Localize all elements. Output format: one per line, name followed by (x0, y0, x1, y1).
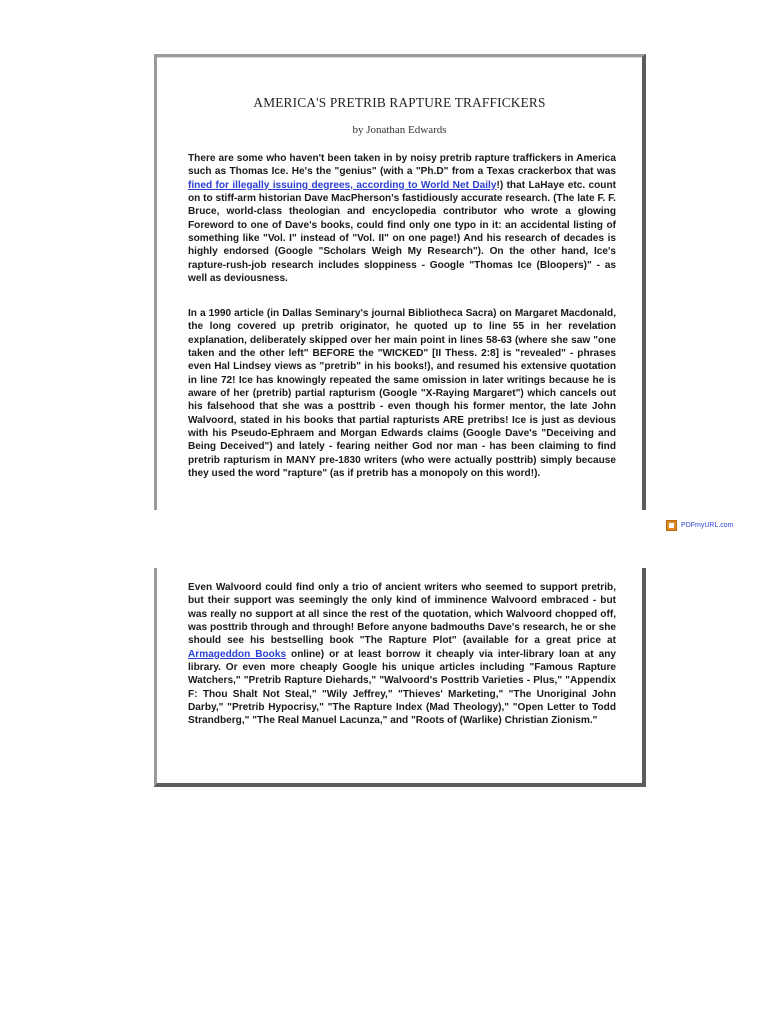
paragraph-1-text-b: !) that LaHaye etc. count on to stiff-arm historian Dave MacPherson's fastidiously accurate research. (The late F. F. Bruce, world-class theologian and encyclopedia contributor who wrote a glowing Foreword to one of Dave's books, could find only one typo in it: an accidental listing of something like "Vol. I" instead of "Vol. II" on one page!) And his research of decades is highly endorsed (Google "Scholars Weigh My Research"). On the other hand, Ice's rapture-rush-job research includes sloppiness - Google "Thomas Ice (Bloopers)" - as well as deviousness. (188, 179, 617, 285)
paragraph-1-text-a: There are some who haven't been taken in by noisy pretrib rapture traffickers in America such as Thomas Ice. He's the "genius" (with a "Ph.D" from a Texas crackerbox that was (188, 153, 616, 178)
paragraph-3 (188, 581, 616, 728)
article-title: AMERICA'S PRETRIB RAPTURE TRAFFICKERS (253, 95, 546, 110)
article-author: by Jonathan Edwards (352, 124, 447, 136)
world-net-daily-link[interactable]: fined for illegally issuing degrees, according to World Net Daily (188, 179, 497, 191)
article-frame-bottom (154, 568, 646, 787)
armageddon-books-link[interactable]: Armageddon Books (188, 648, 287, 660)
paragraph-1 (188, 152, 616, 285)
paragraph-2: In a 1990 article (in Dallas Seminary's journal Bibliotheca Sacra) on Margaret Macdonald, the long covered up pretrib originator, he quoted up to line 55 in her revelation explanation, deliberately skipped over her main point in lines 58-63 (where she saw "one taken and the other left" BEFORE the "WICKED" [II Thess. 2:8] is "revealed" - phrases even Hal Lindsey views as "pretrib" in his books!), and resumed his extensive quotation in line 72! Ice has knowingly repeated the same omission in later writings because he is aware of her (pretrib) partial rapturism (Google "X-Raying Margaret") which cancels out his falsehood that she was a posttrib - even though his former mentor, the late John Walvoord, stated in his books that partial rapturists ARE pretribs! Ice is just as devious with his Pseudo-Ephraem and Morgan Edwards claims (Google Dave's "Deceiving and Being Deceived") and lately - fearing neither God nor man - has been claiming to find pretrib rapturism in MANY pre-1830 writers (who were actually posttrib) simply because they used the word "rapture" (as if pretrib has a monopoly on this word!). (188, 308, 616, 480)
paragraph-3-text-b: online) or at least borrow it cheaply via inter-library loan at any library. Or even more cheaply Google his unique articles including "Famous Rapture Watchers," "Pretrib Rapture Diehards," "Walvoord's Posttrib Varieties - Plus," "Appendix F: Thou Shalt Not Steal," "Wily Jeffrey," "Thieves' Marketing," "The Unoriginal John Darby," "Pretrib Hypocrisy," "The Rapture Index (Mad Theology)," "Open Letter to Todd Strandberg," "The Real Manuel Lacunza," and "Roots of (Warlike) Christian Zionism." (188, 648, 616, 727)
pdfmyurl-badge[interactable] (666, 519, 734, 531)
article-frame-top (154, 54, 646, 510)
pdfmyurl-text[interactable]: PDFmyURL.com (681, 521, 734, 529)
pdf-logo-icon (666, 520, 677, 531)
paragraph-3-text-a: Even Walvoord could find only a trio of ancient writers who seemed to support pretrib, but their support was seemingly the only kind of imminence Walvoord embraced - but was really no support at all since the rest of the quotation, which Walvoord chopped off, was posttrib through and through! Before anyone badmouths Dave's research, he or she should see his bestselling book "The Rapture Plot" (available for a great price at (188, 582, 616, 647)
